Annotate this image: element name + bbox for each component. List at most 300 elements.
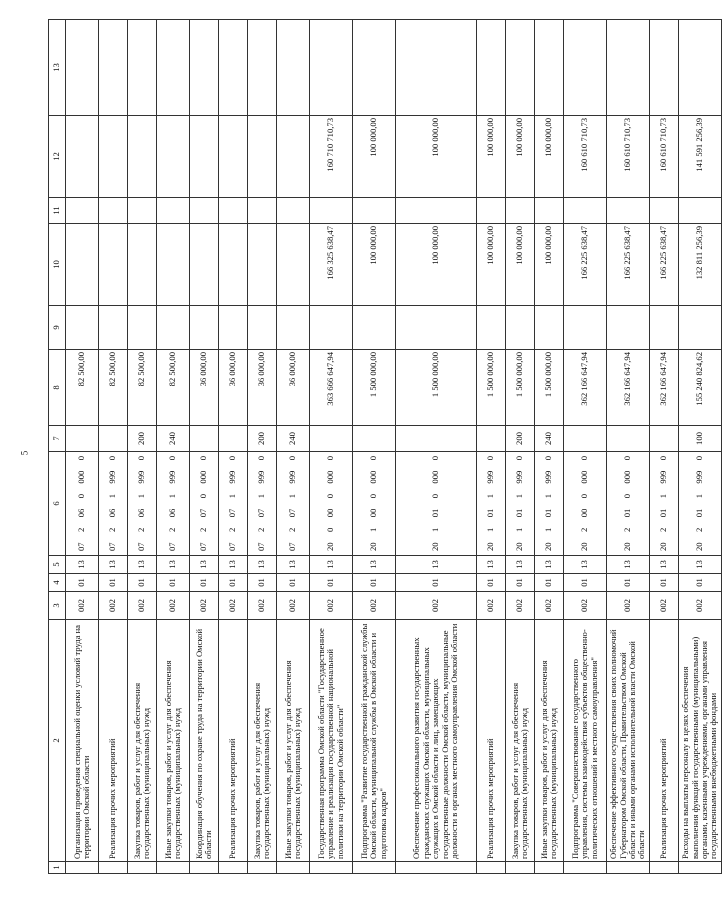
cell-section-code: 01: [396, 574, 477, 592]
target-code-part: 01: [694, 508, 705, 518]
target-code-part: 01: [430, 508, 441, 518]
cell-target-code: [353, 452, 396, 556]
cell-expense-type: [190, 426, 219, 452]
cell-name: Реализация прочих мероприятий: [219, 620, 248, 862]
cell-expense-type: [310, 426, 353, 452]
cell-ministry-code: 002: [310, 592, 353, 620]
budget-table-container: [48, 32, 719, 874]
target-code-parts: [544, 454, 553, 553]
target-code-parts: [108, 454, 117, 553]
target-code-part: 20: [658, 542, 669, 551]
cell-col13: [477, 20, 506, 116]
cell-target-code: [650, 452, 679, 556]
target-code-parts: [580, 454, 589, 553]
cell-subsection-code: 13: [66, 556, 99, 574]
cell-col1: [310, 862, 353, 874]
table-row: [650, 20, 679, 874]
column-header: 10: [49, 224, 66, 306]
cell-col9: [190, 306, 219, 350]
target-code-part: 0: [325, 494, 336, 499]
table-row: [219, 20, 248, 874]
target-code-part: 0: [430, 456, 441, 461]
target-code-part: 2: [198, 527, 209, 532]
cell-amount-2019: 155 240 824,62: [679, 350, 722, 426]
cell-col11: [477, 198, 506, 224]
cell-col11: [396, 198, 477, 224]
target-code-parts: [623, 454, 632, 553]
cell-name: Реализация прочих мероприятий: [650, 620, 679, 862]
cell-col1: [396, 862, 477, 874]
cell-col1: [219, 862, 248, 874]
cell-col1: [248, 862, 277, 874]
cell-col9: [66, 306, 99, 350]
cell-col11: [66, 198, 99, 224]
cell-ministry-code: 002: [650, 592, 679, 620]
cell-amount-2020: [219, 224, 248, 306]
target-code-part: 1: [430, 527, 441, 532]
target-code-part: 20: [514, 542, 525, 551]
cell-amount-2020: 166 325 638,47: [310, 224, 353, 306]
column-header: 9: [49, 306, 66, 350]
table-row: [190, 20, 219, 874]
cell-name: Подпрограмма "Совершенствование государственного управления, системы взаимодействия субъектов общественно-политических отношений и местного самоуправления": [564, 620, 607, 862]
cell-col9: [353, 306, 396, 350]
cell-subsection-code: 13: [506, 556, 535, 574]
target-code-part: 07: [287, 508, 298, 518]
cell-ministry-code: 002: [506, 592, 535, 620]
column-header: 7: [49, 426, 66, 452]
target-code-part: 999: [694, 470, 705, 484]
table-row: [506, 20, 535, 874]
table-row: [535, 20, 564, 874]
target-code-part: 1: [287, 494, 298, 499]
cell-name: Государственная программа Омской области "Государственное управление и реализация государственной национальной политики на территории Омской области": [310, 620, 353, 862]
cell-name: Иные закупки товаров, работ и услуг для обеспечения государственных (муниципальных) нужд: [535, 620, 564, 862]
target-code-part: 1: [658, 494, 669, 499]
target-code-part: 0: [167, 456, 178, 461]
target-code-part: 20: [579, 542, 590, 551]
cell-name: Реализация прочих мероприятий: [99, 620, 128, 862]
cell-expense-type: 200: [128, 426, 157, 452]
cell-expense-type: [353, 426, 396, 452]
cell-col1: [477, 862, 506, 874]
target-code-part: 07: [167, 542, 178, 551]
cell-subsection-code: 13: [477, 556, 506, 574]
cell-ministry-code: 002: [128, 592, 157, 620]
cell-amount-2019: 82 500,00: [66, 350, 99, 426]
cell-col13: [128, 20, 157, 116]
target-code-part: 0: [227, 456, 238, 461]
cell-subsection-code: 13: [564, 556, 607, 574]
target-code-part: 0: [325, 527, 336, 532]
cell-amount-2020: [157, 224, 190, 306]
cell-name: Закупка товаров, работ и услуг для обеспечения государственных (муниципальных) нужд: [248, 620, 277, 862]
cell-amount-2020: [128, 224, 157, 306]
target-code-part: 0: [368, 456, 379, 461]
cell-amount-2021: 160 610 710,73: [650, 116, 679, 198]
cell-col13: [679, 20, 722, 116]
cell-col11: [564, 198, 607, 224]
cell-target-code: [219, 452, 248, 556]
target-code-part: 01: [658, 508, 669, 518]
cell-ministry-code: 002: [248, 592, 277, 620]
cell-target-code: [248, 452, 277, 556]
target-code-part: 1: [485, 527, 496, 532]
target-code-parts: [288, 454, 297, 553]
target-code-part: 999: [136, 470, 147, 484]
target-code-part: 2: [287, 527, 298, 532]
cell-col11: [310, 198, 353, 224]
column-header: 4: [49, 574, 66, 592]
cell-section-code: 01: [535, 574, 564, 592]
cell-col13: [190, 20, 219, 116]
cell-col13: [564, 20, 607, 116]
target-code-parts: [257, 454, 266, 553]
target-code-part: 2: [579, 527, 590, 532]
cell-amount-2019: 36 000,00: [190, 350, 219, 426]
cell-amount-2021: [219, 116, 248, 198]
target-code-part: 0: [368, 494, 379, 499]
cell-col13: [506, 20, 535, 116]
cell-expense-type: 240: [157, 426, 190, 452]
cell-amount-2020: 100 000,00: [506, 224, 535, 306]
cell-subsection-code: 13: [535, 556, 564, 574]
table-row: [607, 20, 650, 874]
cell-amount-2019: 82 500,00: [157, 350, 190, 426]
target-code-part: 20: [694, 542, 705, 551]
target-code-part: 01: [543, 508, 554, 518]
cell-section-code: 01: [679, 574, 722, 592]
cell-name: Расходы на выплаты персоналу в целях обеспечения выполнения функций государственными (муниципальными) органами, казенными учреждениями, органами управления государственными внебюджетными фондами: [679, 620, 722, 862]
target-code-part: 00: [368, 508, 379, 518]
cell-col9: [607, 306, 650, 350]
target-code-part: 06: [136, 508, 147, 518]
cell-col9: [128, 306, 157, 350]
cell-amount-2021: 100 000,00: [477, 116, 506, 198]
cell-target-code: [128, 452, 157, 556]
target-code-part: 1: [136, 494, 147, 499]
cell-col11: [277, 198, 310, 224]
cell-col13: [99, 20, 128, 116]
cell-target-code: [157, 452, 190, 556]
target-code-part: 2: [136, 527, 147, 532]
cell-amount-2019: 362 166 647,94: [607, 350, 650, 426]
cell-ministry-code: 002: [277, 592, 310, 620]
cell-col9: [506, 306, 535, 350]
cell-expense-type: 240: [277, 426, 310, 452]
target-code-parts: [431, 454, 440, 553]
target-code-part: 0: [579, 494, 590, 499]
cell-expense-type: [99, 426, 128, 452]
cell-target-code: [310, 452, 353, 556]
cell-amount-2019: 36 000,00: [248, 350, 277, 426]
cell-section-code: 01: [564, 574, 607, 592]
cell-col11: [248, 198, 277, 224]
cell-name: Подпрограмма "Развитие государственной гражданской службы Омской области, муниципальной службы в Омской области и подготовка кадров": [353, 620, 396, 862]
cell-amount-2019: 1 500 000,00: [535, 350, 564, 426]
cell-amount-2021: [128, 116, 157, 198]
cell-subsection-code: 13: [128, 556, 157, 574]
target-code-part: 000: [368, 470, 379, 484]
table-row: [564, 20, 607, 874]
target-code-part: 01: [485, 508, 496, 518]
target-code-part: 07: [227, 542, 238, 551]
target-code-part: 1: [694, 494, 705, 499]
cell-section-code: 01: [248, 574, 277, 592]
target-code-part: 1: [167, 494, 178, 499]
target-code-part: 0: [622, 494, 633, 499]
cell-amount-2020: 132 811 256,39: [679, 224, 722, 306]
cell-subsection-code: 13: [607, 556, 650, 574]
target-code-part: 000: [430, 470, 441, 484]
cell-expense-type: [564, 426, 607, 452]
cell-col1: [353, 862, 396, 874]
cell-amount-2019: 82 500,00: [99, 350, 128, 426]
cell-name: Координация обучения по охране труда на территории Омской области: [190, 620, 219, 862]
budget-table: [48, 19, 722, 874]
cell-col11: [650, 198, 679, 224]
cell-col1: [564, 862, 607, 874]
cell-section-code: 01: [477, 574, 506, 592]
cell-section-code: 01: [99, 574, 128, 592]
column-header: 13: [49, 20, 66, 116]
column-header: 1: [49, 862, 66, 874]
cell-ministry-code: 002: [564, 592, 607, 620]
target-code-part: 2: [694, 527, 705, 532]
cell-col1: [128, 862, 157, 874]
target-code-part: 1: [107, 494, 118, 499]
column-header: 5: [49, 556, 66, 574]
cell-amount-2020: 166 225 638,47: [650, 224, 679, 306]
target-code-parts: [326, 454, 335, 553]
target-code-parts: [137, 454, 146, 553]
cell-col13: [396, 20, 477, 116]
target-code-part: 999: [227, 470, 238, 484]
target-code-part: 0: [198, 494, 209, 499]
target-code-part: 06: [107, 508, 118, 518]
target-code-part: 999: [485, 470, 496, 484]
target-code-part: 2: [658, 527, 669, 532]
cell-section-code: 01: [66, 574, 99, 592]
target-code-part: 20: [325, 542, 336, 551]
table-row: [679, 20, 722, 874]
cell-ministry-code: 002: [190, 592, 219, 620]
cell-amount-2019: 36 000,00: [277, 350, 310, 426]
cell-amount-2021: 100 000,00: [506, 116, 535, 198]
target-code-part: 07: [287, 542, 298, 551]
cell-amount-2019: 36 000,00: [219, 350, 248, 426]
cell-col11: [535, 198, 564, 224]
target-code-part: 000: [76, 470, 87, 484]
cell-target-code: [607, 452, 650, 556]
target-code-part: 0: [485, 456, 496, 461]
cell-name: Реализация прочих мероприятий: [477, 620, 506, 862]
target-code-parts: [77, 454, 86, 553]
target-code-part: 000: [325, 470, 336, 484]
cell-section-code: 01: [506, 574, 535, 592]
cell-col1: [679, 862, 722, 874]
cell-amount-2020: [190, 224, 219, 306]
cell-amount-2020: [248, 224, 277, 306]
cell-expense-type: 200: [506, 426, 535, 452]
cell-col13: [607, 20, 650, 116]
target-code-part: 2: [167, 527, 178, 532]
cell-col13: [66, 20, 99, 116]
target-code-part: 2: [227, 527, 238, 532]
cell-amount-2021: [66, 116, 99, 198]
cell-col9: [99, 306, 128, 350]
cell-expense-type: 200: [248, 426, 277, 452]
target-code-part: 01: [622, 508, 633, 518]
cell-subsection-code: 13: [310, 556, 353, 574]
cell-subsection-code: 13: [650, 556, 679, 574]
target-code-part: 07: [198, 542, 209, 551]
target-code-part: 999: [514, 470, 525, 484]
target-code-part: 0: [430, 494, 441, 499]
cell-section-code: 01: [353, 574, 396, 592]
cell-col13: [535, 20, 564, 116]
target-code-part: 00: [325, 508, 336, 518]
cell-col11: [157, 198, 190, 224]
cell-expense-type: 100: [679, 426, 722, 452]
target-code-part: 2: [76, 527, 87, 532]
target-code-part: 0: [107, 456, 118, 461]
target-code-part: 1: [368, 527, 379, 532]
target-code-parts: [486, 454, 495, 553]
cell-ministry-code: 002: [66, 592, 99, 620]
target-code-part: 0: [325, 456, 336, 461]
column-header: 2: [49, 620, 66, 862]
cell-col13: [353, 20, 396, 116]
column-header: 8: [49, 350, 66, 426]
cell-subsection-code: 13: [679, 556, 722, 574]
cell-ministry-code: 002: [396, 592, 477, 620]
cell-col1: [277, 862, 310, 874]
cell-ministry-code: 002: [535, 592, 564, 620]
table-row: [128, 20, 157, 874]
cell-name: Закупка товаров, работ и услуг для обеспечения государственных (муниципальных) нужд: [506, 620, 535, 862]
cell-target-code: [66, 452, 99, 556]
target-code-parts: [228, 454, 237, 553]
cell-ministry-code: 002: [99, 592, 128, 620]
cell-name: Иные закупки товаров, работ и услуг для обеспечения государственных (муниципальных) нужд: [157, 620, 190, 862]
cell-amount-2020: 166 225 638,47: [607, 224, 650, 306]
cell-amount-2020: 100 000,00: [535, 224, 564, 306]
cell-subsection-code: 13: [190, 556, 219, 574]
table-row: [277, 20, 310, 874]
cell-col13: [248, 20, 277, 116]
cell-col13: [277, 20, 310, 116]
cell-col9: [679, 306, 722, 350]
cell-amount-2019: 1 500 000,00: [353, 350, 396, 426]
cell-amount-2021: 100 000,00: [535, 116, 564, 198]
target-code-part: 000: [622, 470, 633, 484]
cell-col9: [396, 306, 477, 350]
target-code-parts: [369, 454, 378, 553]
target-code-parts: [199, 454, 208, 553]
column-header: 11: [49, 198, 66, 224]
cell-section-code: 01: [128, 574, 157, 592]
target-code-part: 999: [167, 470, 178, 484]
target-code-part: 999: [107, 470, 118, 484]
cell-amount-2020: 100 000,00: [353, 224, 396, 306]
target-code-part: 000: [579, 470, 590, 484]
cell-col13: [650, 20, 679, 116]
target-code-parts: [168, 454, 177, 553]
cell-target-code: [679, 452, 722, 556]
target-code-part: 000: [198, 470, 209, 484]
cell-amount-2019: 362 166 647,94: [650, 350, 679, 426]
target-code-parts: [659, 454, 668, 553]
cell-ministry-code: 002: [219, 592, 248, 620]
target-code-part: 1: [485, 494, 496, 499]
cell-amount-2020: [66, 224, 99, 306]
target-code-part: 07: [227, 508, 238, 518]
target-code-part: 1: [256, 494, 267, 499]
target-code-part: 1: [514, 494, 525, 499]
cell-section-code: 01: [219, 574, 248, 592]
target-code-part: 0: [694, 456, 705, 461]
table-row: [99, 20, 128, 874]
target-code-part: 2: [622, 527, 633, 532]
page-number: 5: [19, 450, 30, 456]
cell-col9: [248, 306, 277, 350]
cell-subsection-code: 13: [99, 556, 128, 574]
target-code-part: 0: [658, 456, 669, 461]
cell-col1: [157, 862, 190, 874]
cell-target-code: [396, 452, 477, 556]
cell-amount-2020: [99, 224, 128, 306]
cell-ministry-code: 002: [477, 592, 506, 620]
cell-section-code: 01: [157, 574, 190, 592]
table-row: [248, 20, 277, 874]
cell-name: Иные закупки товаров, работ и услуг для обеспечения государственных (муниципальных) нужд: [277, 620, 310, 862]
cell-section-code: 01: [190, 574, 219, 592]
target-code-part: 1: [543, 527, 554, 532]
cell-col9: [310, 306, 353, 350]
table-row: [157, 20, 190, 874]
cell-col11: [128, 198, 157, 224]
cell-amount-2021: 100 000,00: [396, 116, 477, 198]
cell-amount-2021: [157, 116, 190, 198]
cell-expense-type: [607, 426, 650, 452]
target-code-part: 1: [514, 527, 525, 532]
cell-target-code: [564, 452, 607, 556]
cell-target-code: [506, 452, 535, 556]
cell-col9: [277, 306, 310, 350]
cell-col9: [650, 306, 679, 350]
cell-subsection-code: 13: [277, 556, 310, 574]
cell-target-code: [99, 452, 128, 556]
target-code-part: 0: [543, 456, 554, 461]
cell-col9: [477, 306, 506, 350]
cell-amount-2021: 160 610 710,73: [607, 116, 650, 198]
target-code-part: 999: [256, 470, 267, 484]
cell-amount-2019: 1 500 000,00: [506, 350, 535, 426]
cell-ministry-code: 002: [607, 592, 650, 620]
target-code-part: 07: [256, 542, 267, 551]
cell-col11: [99, 198, 128, 224]
cell-section-code: 01: [650, 574, 679, 592]
cell-col11: [219, 198, 248, 224]
cell-col1: [99, 862, 128, 874]
target-code-part: 01: [514, 508, 525, 518]
target-code-part: 999: [543, 470, 554, 484]
cell-expense-type: [650, 426, 679, 452]
table-row: [66, 20, 99, 874]
cell-expense-type: [219, 426, 248, 452]
cell-subsection-code: 13: [157, 556, 190, 574]
